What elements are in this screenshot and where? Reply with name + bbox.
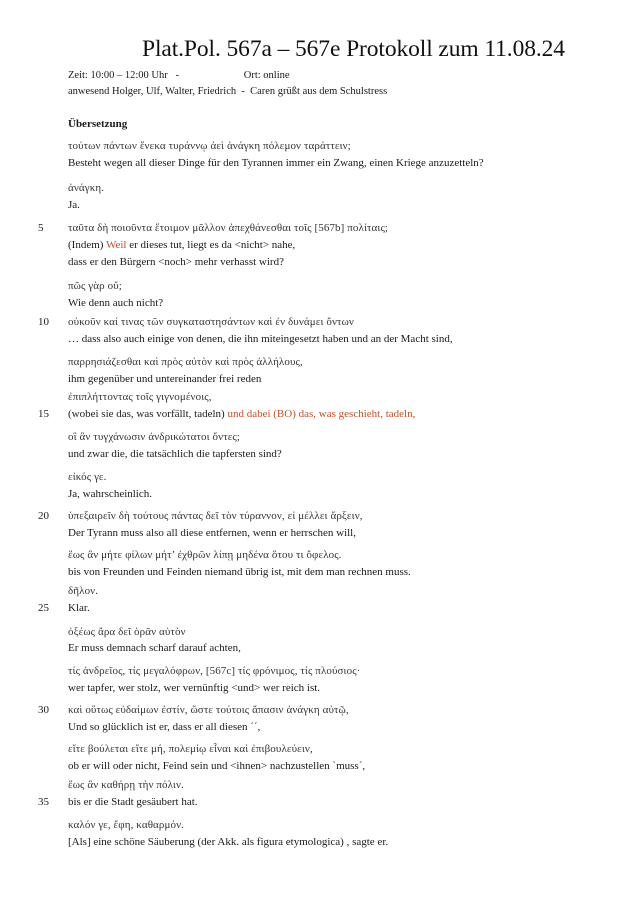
german-line: Er muss demnach scharf darauf achten, xyxy=(68,642,241,654)
german-text: (wobei sie das, was vorfällt, tadeln) xyxy=(68,408,228,420)
greek-line: οὐκοῦν καί τινας τῶν συγκαταστησάντων καὶ ἐν δυνάμει ὄντων xyxy=(68,316,354,328)
greek-line: εἴτε βούλεται εἴτε μή, πολεμίῳ εἶναι καὶ ἐπιβουλεύειν, xyxy=(68,743,313,755)
german-line: wer tapfer, wer stolz, wer vernünftig <und> wer reich ist. xyxy=(68,682,321,694)
german-line: ob er will oder nicht, Feind sein und <ihnen> nachzustellen `muss´, xyxy=(68,760,366,772)
meeting-time: Zeit: 10:00 – 12:00 Uhr xyxy=(68,70,168,81)
greek-line: καὶ οὕτως εὐδαίμων ἐστίν, ὥστε τούτοις ἅπασιν ἀνάγκη αὐτῷ, xyxy=(68,704,349,716)
german-line xyxy=(68,239,295,251)
greek-line: ἐπιπλήττοντας τοῖς γιγνομένοις, xyxy=(68,391,212,403)
greek-line: παρρησιάζεσθαι καὶ πρὸς αὐτὸν καὶ πρὸς ἀλλήλους, xyxy=(68,356,303,368)
line-number: 10 xyxy=(38,316,49,328)
greek-line: ἕως ἂν καθήρῃ τὴν πόλιν. xyxy=(68,779,184,791)
meta-separator: - xyxy=(175,70,180,81)
german-line: Klar. xyxy=(68,602,90,614)
greek-line: ὑπεξαιρεῖν δὴ τούτους πάντας δεῖ τὸν τύραννον, εἰ μέλλει ἄρξειν, xyxy=(68,510,363,522)
highlighted-correction: und dabei (BO) das, was geschieht, tadeln, xyxy=(227,408,416,420)
line-number: 20 xyxy=(38,510,49,522)
german-line: Und so glücklich ist er, dass er all diesen ´´, xyxy=(68,721,261,733)
german-line: Ja, wahrscheinlich. xyxy=(68,488,152,500)
section-heading: Übersetzung xyxy=(68,118,128,130)
highlighted-correction: Weil xyxy=(105,239,127,251)
german-line: bis von Freunden und Feinden niemand übrig ist, mit dem man rechnen muss. xyxy=(68,566,411,578)
greek-line: ἕως ἂν μήτε φίλων μήτ’ ἐχθρῶν λίπῃ μηδένα ὅτου τι ὄφελος. xyxy=(68,549,342,561)
page-title: Plat.Pol. 567a – 567e Protokoll zum 11.08.24 xyxy=(142,36,565,62)
meeting-place: Ort: online xyxy=(243,70,290,81)
absence-note: Caren grüßt aus dem Schulstress xyxy=(250,86,388,97)
german-line: dass er den Bürgern <noch> mehr verhasst wird? xyxy=(68,256,284,268)
meta-attendees-line xyxy=(68,86,387,97)
greek-line: δῆλον. xyxy=(68,585,99,597)
german-line: ihm gegenüber und untereinander frei reden xyxy=(68,373,262,385)
line-number: 25 xyxy=(38,602,49,614)
line-number: 35 xyxy=(38,796,49,808)
greek-line: εἰκός γε. xyxy=(68,471,107,483)
attendees-separator: - xyxy=(241,86,245,97)
greek-line: οἳ ἂν τυγχάνωσιν ἀνδρικώτατοι ὄντες; xyxy=(68,431,241,443)
greek-line: καλόν γε, ἔφη, καθαρμόν. xyxy=(68,819,185,831)
greek-line: ὀξέως ἄρα δεῖ ὁρᾶν αὐτὸν xyxy=(68,626,186,638)
greek-line: ἀνάγκη. xyxy=(68,182,105,194)
german-text: er dieses tut, liegt es da <nicht> nahe, xyxy=(126,239,296,251)
attendees: anwesend Holger, Ulf, Walter, Friedrich xyxy=(68,86,237,97)
german-line: Wie denn auch nicht? xyxy=(68,297,164,309)
greek-line: ταῦτα δὴ ποιοῦντα ἕτοιμον μᾶλλον ἀπεχθάνεσθαι τοῖς [567b] πολίταις; xyxy=(68,222,389,234)
german-line: Ja. xyxy=(68,199,80,211)
german-line: … dass also auch einige von denen, die ihn miteingesetzt haben und an der Macht sind, xyxy=(68,333,453,345)
greek-line: πῶς γὰρ οὔ; xyxy=(68,280,122,292)
german-text: (Indem) xyxy=(68,239,106,251)
line-number: 5 xyxy=(38,222,44,234)
german-line: und zwar die, die tatsächlich die tapfersten sind? xyxy=(68,448,282,460)
greek-line: τούτων πάντων ἕνεκα τυράννῳ ἀεὶ ἀνάγκη πόλεμον ταράττειν; xyxy=(68,140,351,152)
german-line: bis er die Stadt gesäubert hat. xyxy=(68,796,198,808)
german-line: Der Tyrann muss also all diese entfernen, wenn er herrschen will, xyxy=(68,527,356,539)
line-number: 30 xyxy=(38,704,49,716)
german-line: [Als] eine schöne Säuberung (der Akk. als figura etymologica) , sagte er. xyxy=(68,836,389,848)
german-line xyxy=(68,408,415,420)
greek-line: τίς ἀνδρεῖος, τίς μεγαλόφρων, [567c] τίς φρόνιμος, τίς πλούσιος· xyxy=(68,665,361,677)
line-number: 15 xyxy=(38,408,49,420)
german-line: Besteht wegen all dieser Dinge für den Tyrannen immer ein Zwang, einen Kriege anzuzetteln? xyxy=(68,157,484,169)
meta-time-place xyxy=(68,70,290,81)
